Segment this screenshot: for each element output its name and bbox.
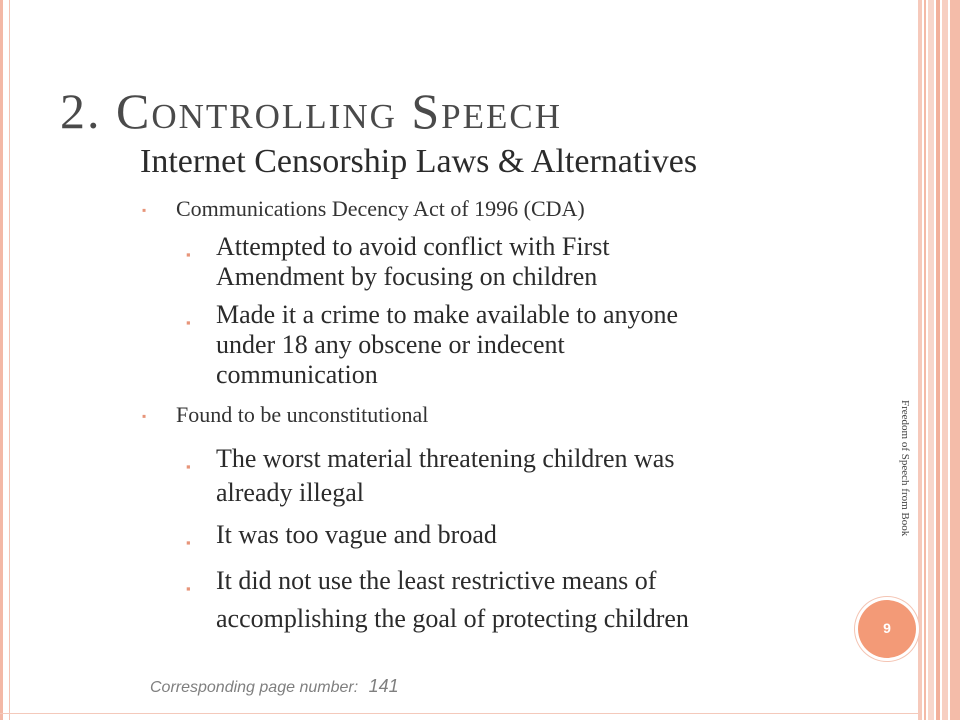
bullet-icon: ▪ [186,535,191,550]
bullet-item [142,196,585,222]
right-stripe [942,0,948,720]
bullet-text-line: accomplishing the goal of protecting children [216,604,689,633]
bullet-icon: ▪ [142,409,147,423]
bullet-text: Communications Decency Act of 1996 (CDA) [176,196,585,221]
side-note: Freedom of Speech from Book [899,400,911,537]
bullet-text-line: already illegal [216,478,364,507]
bullet-icon: ▪ [186,581,191,596]
slide-number-badge [858,600,916,658]
left-border-line [0,0,3,720]
bottom-border-line [0,713,920,714]
bullet-text: Found to be unconstitutional [176,402,429,427]
bullet-text-line: Attempted to avoid conflict with First [216,232,610,261]
footer [150,676,399,697]
slide-subtitle: Internet Censorship Laws & Alternatives [140,143,698,180]
left-inner-line [9,0,10,720]
bullet-text-line: Amendment by focusing on children [216,262,598,291]
footer-label: Corresponding page number: [150,679,359,696]
right-stripe [950,0,960,720]
right-stripe [936,0,940,720]
bullet-text-line: under 18 any obscene or indecent [216,330,565,359]
slide-number: 9 [883,620,891,636]
bullet-icon: ▪ [186,247,191,262]
right-stripe [928,0,934,720]
bullet-text-line: It did not use the least restrictive means of [216,566,657,595]
sub-bullet-item [186,518,497,552]
bullet-icon: ▪ [186,315,191,330]
slide-title: 2. Controlling Speech [60,83,563,139]
bullet-text-line: communication [216,360,378,389]
footer-page-number: 141 [368,676,399,696]
sub-bullet-item [186,300,678,390]
sub-bullet-item [186,562,689,638]
right-stripe [918,0,922,720]
bullet-text-line: Made it a crime to make available to anyone [216,300,679,329]
bullet-icon: ▪ [142,203,147,217]
bullet-text-line: The worst material threatening children was [216,444,675,473]
bullet-text-line: It was too vague and broad [216,520,497,549]
bullet-item [142,402,428,428]
sub-bullet-item [186,442,674,510]
right-stripe [924,0,926,720]
bullet-icon: ▪ [186,459,191,474]
sub-bullet-item [186,232,610,292]
